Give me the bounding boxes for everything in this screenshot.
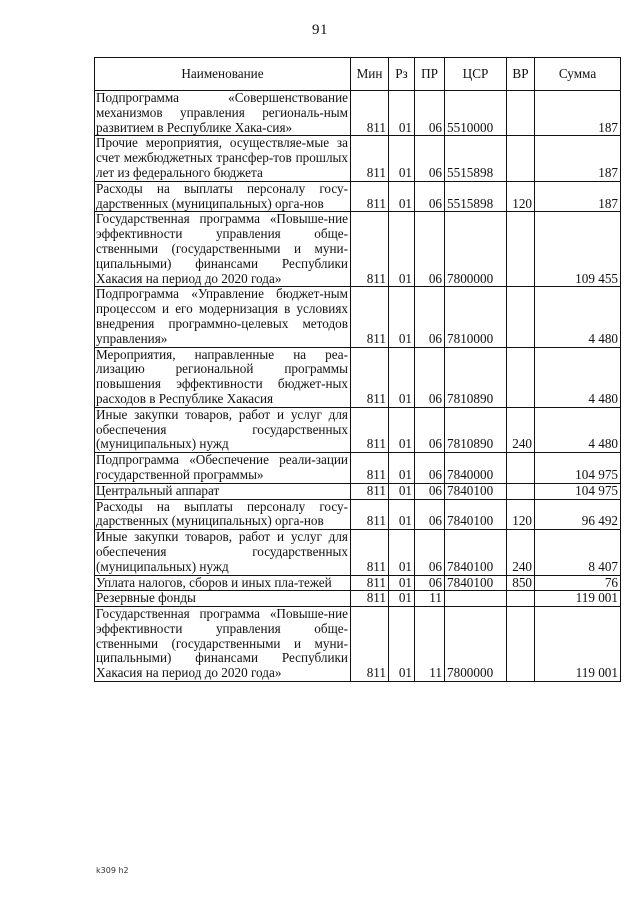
cell-pr: 06: [415, 575, 445, 591]
cell-pr: 06: [415, 136, 445, 181]
cell-name: Иные закупки товаров, работ и услуг для обеспечения государственных (муниципальных) нужд: [95, 407, 351, 452]
cell-name: Уплата налогов, сборов и иных пла-тежей: [95, 575, 351, 591]
cell-pr: 06: [415, 407, 445, 452]
header-rz: Рз: [389, 58, 415, 91]
cell-sum: 187: [535, 91, 621, 136]
cell-name: Мероприятия, направленные на реа-лизацию региональной программы повышения эффективности бюджет-ных расходов в Республике Хакасия: [95, 347, 351, 407]
cell-csr: 7840000: [445, 453, 507, 484]
table-row: [95, 575, 621, 591]
table-row: [95, 407, 621, 452]
cell-vr: [507, 136, 535, 181]
cell-csr: 7810890: [445, 347, 507, 407]
cell-name: Расходы на выплаты персоналу госу-дарственных (муниципальных) орга-нов: [95, 499, 351, 530]
cell-rz: 01: [389, 483, 415, 499]
table-row: [95, 181, 621, 212]
cell-pr: 06: [415, 287, 445, 347]
cell-vr: 120: [507, 499, 535, 530]
cell-vr: [507, 607, 535, 682]
table-row: [95, 591, 621, 607]
cell-name: Расходы на выплаты персоналу госу-дарственных (муниципальных) орга-нов: [95, 181, 351, 212]
cell-min: 811: [351, 530, 389, 575]
table-row: [95, 499, 621, 530]
table-row: [95, 136, 621, 181]
table-row: [95, 530, 621, 575]
cell-pr: 11: [415, 607, 445, 682]
cell-sum: 8 407: [535, 530, 621, 575]
cell-csr: 5515898: [445, 181, 507, 212]
cell-rz: 01: [389, 287, 415, 347]
cell-rz: 01: [389, 607, 415, 682]
cell-csr: 7840100: [445, 483, 507, 499]
cell-min: 811: [351, 212, 389, 287]
cell-rz: 01: [389, 136, 415, 181]
cell-csr: 7840100: [445, 530, 507, 575]
cell-name: Прочие мероприятия, осуществляе-мые за счет межбюджетных трансфер-тов прошлых лет из федерального бюджета: [95, 136, 351, 181]
header-name: Наименование: [95, 58, 351, 91]
cell-vr: 240: [507, 407, 535, 452]
cell-rz: 01: [389, 407, 415, 452]
cell-sum: 187: [535, 136, 621, 181]
cell-vr: [507, 287, 535, 347]
cell-sum: 187: [535, 181, 621, 212]
header-min: Мин: [351, 58, 389, 91]
cell-sum: 109 455: [535, 212, 621, 287]
cell-min: 811: [351, 407, 389, 452]
table-row: [95, 287, 621, 347]
cell-name: Резервные фонды: [95, 591, 351, 607]
cell-rz: 01: [389, 181, 415, 212]
cell-sum: 119 001: [535, 591, 621, 607]
cell-vr: 240: [507, 530, 535, 575]
cell-min: 811: [351, 347, 389, 407]
table-row: [95, 483, 621, 499]
cell-min: 811: [351, 499, 389, 530]
cell-csr: 7810000: [445, 287, 507, 347]
cell-min: 811: [351, 91, 389, 136]
table-header-row: [95, 58, 621, 91]
budget-table: [94, 57, 621, 682]
page-number: 91: [312, 22, 328, 38]
cell-sum: 119 001: [535, 607, 621, 682]
cell-name: Центральный аппарат: [95, 483, 351, 499]
cell-pr: 06: [415, 91, 445, 136]
cell-min: 811: [351, 181, 389, 212]
table-row: [95, 212, 621, 287]
cell-vr: [507, 347, 535, 407]
table-body: [95, 91, 621, 682]
cell-name: Иные закупки товаров, работ и услуг для обеспечения государственных (муниципальных) нужд: [95, 530, 351, 575]
cell-min: 811: [351, 483, 389, 499]
cell-rz: 01: [389, 212, 415, 287]
cell-csr: 7800000: [445, 212, 507, 287]
cell-name: Подпрограмма «Совершенствование механизмов управления региональ-ным развитием в Республике Хака-сия»: [95, 91, 351, 136]
cell-sum: 4 480: [535, 287, 621, 347]
table-row: [95, 453, 621, 484]
cell-rz: 01: [389, 591, 415, 607]
cell-rz: 01: [389, 453, 415, 484]
cell-rz: 01: [389, 347, 415, 407]
cell-min: 811: [351, 575, 389, 591]
header-vr: ВР: [507, 58, 535, 91]
cell-name: Подпрограмма «Обеспечение реали-зации государственной программы»: [95, 453, 351, 484]
cell-sum: 4 480: [535, 347, 621, 407]
cell-rz: 01: [389, 499, 415, 530]
cell-pr: 06: [415, 347, 445, 407]
cell-rz: 01: [389, 91, 415, 136]
cell-rz: 01: [389, 530, 415, 575]
cell-name: Государственная программа «Повыше-ние эффективности управления обще-ственными (государственными и муни-ципальными) финансами Республики Хакасия на период до 2020 года»: [95, 607, 351, 682]
cell-vr: [507, 91, 535, 136]
cell-min: 811: [351, 607, 389, 682]
cell-csr: 5510000: [445, 91, 507, 136]
cell-sum: 104 975: [535, 483, 621, 499]
cell-sum: 104 975: [535, 453, 621, 484]
cell-pr: 06: [415, 483, 445, 499]
cell-csr: 5515898: [445, 136, 507, 181]
cell-sum: 4 480: [535, 407, 621, 452]
cell-pr: 06: [415, 212, 445, 287]
cell-sum: 96 492: [535, 499, 621, 530]
table-row: [95, 607, 621, 682]
cell-pr: 06: [415, 499, 445, 530]
cell-vr: [507, 483, 535, 499]
cell-pr: 06: [415, 530, 445, 575]
cell-min: 811: [351, 453, 389, 484]
footer-code: k309 h2: [96, 866, 129, 875]
cell-sum: 76: [535, 575, 621, 591]
cell-csr: 7810890: [445, 407, 507, 452]
cell-vr: [507, 591, 535, 607]
cell-pr: 11: [415, 591, 445, 607]
cell-pr: 06: [415, 181, 445, 212]
cell-name: Государственная программа «Повыше-ние эффективности управления обще-ственными (государственными и муни-ципальными) финансами Республики Хакасия на период до 2020 года»: [95, 212, 351, 287]
cell-vr: 120: [507, 181, 535, 212]
cell-name: Подпрограмма «Управление бюджет-ным процессом и его модернизация в условиях внедрения программно-целевых методов управления»: [95, 287, 351, 347]
cell-min: 811: [351, 591, 389, 607]
cell-min: 811: [351, 287, 389, 347]
header-sum: Сумма: [535, 58, 621, 91]
cell-csr: 7840100: [445, 575, 507, 591]
cell-csr: [445, 591, 507, 607]
header-pr: ПР: [415, 58, 445, 91]
table-row: [95, 91, 621, 136]
cell-csr: 7840100: [445, 499, 507, 530]
cell-min: 811: [351, 136, 389, 181]
table-row: [95, 347, 621, 407]
header-csr: ЦСР: [445, 58, 507, 91]
cell-csr: 7800000: [445, 607, 507, 682]
cell-vr: [507, 212, 535, 287]
cell-vr: 850: [507, 575, 535, 591]
cell-pr: 06: [415, 453, 445, 484]
cell-rz: 01: [389, 575, 415, 591]
cell-vr: [507, 453, 535, 484]
